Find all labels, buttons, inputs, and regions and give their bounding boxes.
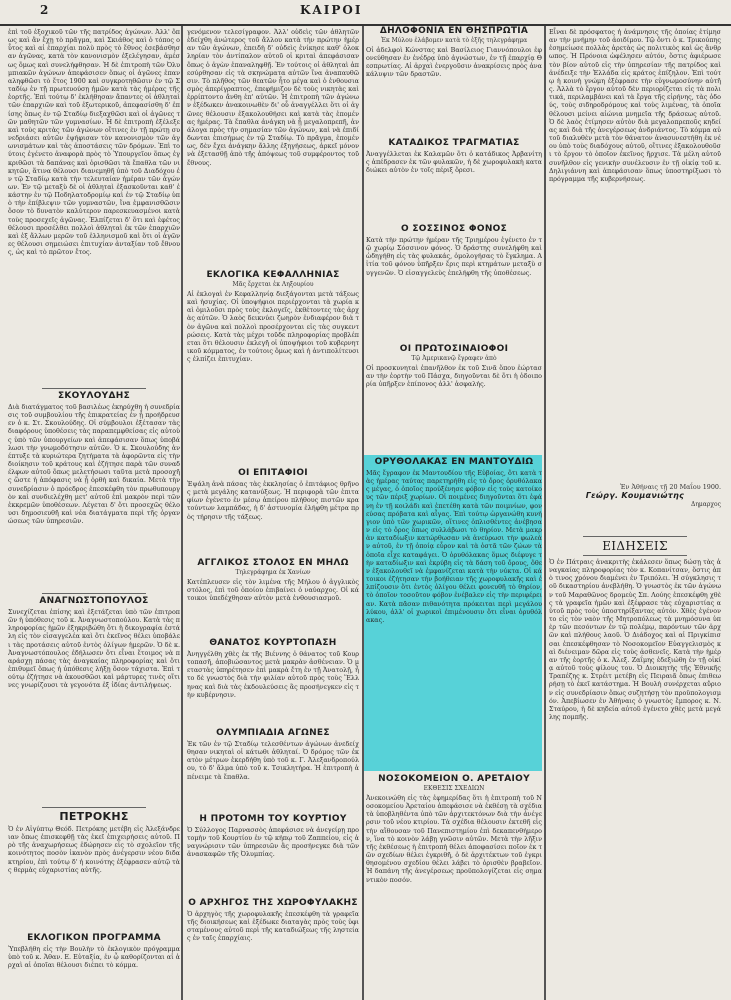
article-headline: ΟΛΥΜΠΙΑΔΙΑ ΑΓΩΝΕΣ <box>216 728 330 738</box>
article-headline: ΟΙ ΠΡΩΤΟΣΙΝΑΙΟΦΟΙ <box>399 344 509 354</box>
article-headline: ΚΑΤΑΔΙΚΟΣ ΤΡΑΓΜΑΤΙΑΣ <box>388 138 520 148</box>
divider <box>42 388 145 389</box>
article-body: Ὁ ἐν Πάτραις ἀνακριτὴς ἐκάλεσεν ὅπως δώσῃ τὰς ἀναγκαίας πληροφορίας τὸν κ. Κοπανίτσαν, ὅστις ἀπὸ τινος χρόνου διαμένει ἐν Τριπόλει. Ἡ σύγκλησις τοῦ δικαστηρίου ἀνεβλήθη. Ὁ γνωστὸς ἐκ τῶν ἀγώνων τοῦ Μαραθῶνος δρομεὺς Σπ. Λούης ἐπεσκέφθη χθὲς τὰ γραφεῖα ἡμῶν καὶ ἐξέφρασε τὰς εὐχαριστίας αὐτοῦ πρὸς τοὺς ὑποστηρίξαντας αὐτόν. Χθὲς ἐγένοντο εἰς τὸν ναὸν τῆς Μητροπόλεως τὰ μνημόσυνα ὑπὲρ τῶν πεσόντων ἐν τῷ πολέμῳ, παρόντων τῶν ἀρχῶν καὶ πλήθους λαοῦ. Ὁ Διάδοχος καὶ αἱ Πριγκίπισσαι ἐπεσκέφθησαν τὸ Νοσοκομεῖον Εὐαγγελισμὸς καὶ διένειμαν δῶρα εἰς τοὺς ἀσθενεῖς. Κατὰ τὴν ἡμέραν τῆς ἑορτῆς ὁ κ. Ἀλεξ. Ζαΐμης ἐδεξιώθη ἐν τῇ οἰκίᾳ αὐτοῦ τοὺς φίλους του. Ὁ Διοικητὴς τῆς Ἐθνικῆς Τραπέζης κ. Στρέιτ μετέβη εἰς Πειραιᾶ ὅπως ἐπιθεωρήσῃ τὸ ἐκεῖ κατάστημα. Ἡ Βουλὴ συνέρχεται αὔριον εἰς συνεδρίασιν ὅπως συζητήσῃ τὸν προϋπολογισμόν. Ἀπεβίωσεν ἐν Ἀθήναις ὁ γνωστὸς ἔμπορος κ. Ν. Σταύρου, ἡ δὲ κηδεία αὐτοῦ ἐγένετο χθὲς μετὰ μεγάλης πομπῆς. <box>549 558 721 721</box>
article-subhead: Ἐκ Μύλου ἐλάβομεν κατὰ τὸ ἑξῆς τηλεγράφημα <box>380 37 528 44</box>
article-orytholakas-highlighted <box>366 457 542 769</box>
newspaper-title: ΚΑΙΡΟΙ <box>300 3 363 17</box>
article-protomi <box>187 814 359 896</box>
article-headline: ΕΚΛΟΓΙΚΟΝ ΠΡΟΓΡΑΜΜΑ <box>27 933 161 943</box>
article-body: Συνεχίζεται ἐπίσης καὶ ἐξετάζεται ὑπὸ τῶν ἐπιτροπῶν ἡ ὑπόθεσις τοῦ κ. Ἀναγνωστοπούλου. Κατὰ τὰς πληροφορίας ἡμῶν ἐξηκριβώθη ὅτι ἡ δικογραφία ἐστάλη εἰς τὸν εἰσαγγελέα καὶ ὅτι ἐκεῖνος θέλει ὑποβάλει τὰς προτάσεις αὐτοῦ ἐντὸς ὀλίγων ἡμερῶν. Ὁ δὲ κ. Ἀναγνωστόπουλος ἐδήλωσεν ὅτι εἶναι ἕτοιμος νὰ παράσχῃ πάσας τὰς ἀναγκαίας πληροφορίας καὶ ὅτι ἐπιθυμεῖ ὅπως ἡ ὑπόθεσις λήξῃ ὅσον τάχιστα. Ἐπὶ τούτῳ ἐζήτησε νὰ ἀκουσθῶσι καὶ μάρτυρες τινὲς οἵτινες γνωρίζουσι τὰ γεγονότα ἐξ ἰδίας ἀντιλήψεως. <box>8 608 180 690</box>
article-body: Κατέπλευσεν εἰς τὸν λιμένα τῆς Μήλου ὁ ἀγγλικὸς στόλος, ἐπὶ τοῦ ὁποίου ἐπιβαίνει ὁ ναύαρχος. Οἱ κάτοικοι ὑπεδέχθησαν αὐτὸν μετὰ ἐνθουσιασμοῦ. <box>187 578 359 603</box>
article-anagnostopoulos <box>8 591 180 803</box>
article-headline: ΑΓΓΛΙΚΟΣ ΣΤΟΛΟΣ ΕΝ ΜΗΛΩ <box>197 558 349 568</box>
article-dilofonia <box>366 26 542 136</box>
article-subhead: Τηλεγράφημα ἐκ Χανίων <box>235 569 311 576</box>
article-body: Αἱ ἐκλογαὶ ἐν Κεφαλληνίᾳ διεξάγονται μετὰ τάξεως καὶ ἡσυχίας. Οἱ ὑποψήφιοι περιέρχονται τὰ χωρία καὶ ὁμιλοῦσι πρὸς τοὺς ἐκλογεῖς, ἐκθέτοντες τὰς ἀρχὰς αὐτῶν. Ὁ λαὸς δεικνύει ζωηρὸν ἐνδιαφέρον διὰ τὸν ἀγῶνα καὶ πολλοὶ προσέρχονται εἰς τὰς συγκεντρώσεις. Κατὰ τὰς μέχρι τοῦδε πληροφορίας προβλέπεται ὅτι θέλουσιν ἐκλεγῆ οἱ ὑποψήφιοι τοῦ κυβερνητικοῦ κόμματος, ἐν τούτοις ὅμως καὶ ἡ ἀντιπολίτευσις ἐλπίζει ἐπιτυχίαν. <box>187 290 359 364</box>
article-body: Ὁ ἀρχηγὸς τῆς χωροφυλακῆς ἐπεσκέφθη τὰ γραφεῖα τῆς διοικήσεως καὶ ἐξέδωκε διαταγὰς πρὸς τοὺς ὑφισταμένους αὐτοῦ περὶ τῆς καταδιώξεως τῆς ληστείας ἐν ταῖς ἐπαρχίαις. <box>187 910 359 943</box>
article-headline: ΑΝΑΓΝΩΣΤΟΠΟΥΛΟΣ <box>39 596 149 606</box>
article-katadikos <box>366 138 542 222</box>
article-body: Ἐκ τῶν ἐν τῷ Σταδίῳ τελεσθέντων ἀγώνων ἀνεδείχθησαν νικηταὶ οἱ κάτωθι ἀθληταί. Ὁ δρόμος τῶν ἑκατὸν μέτρων ἐκερδήθη ὑπὸ τοῦ κ. Γ. Ἀλεξανδροπούλου, τὸ δ' ἅλμα ὑπὸ τοῦ κ. Τσικλητήρα. Ἡ ἐπιτροπὴ ἀπένειμε τὰ ἔπαθλα. <box>187 740 359 781</box>
column-3 <box>366 26 542 1000</box>
masthead <box>0 0 731 26</box>
article-body: Μᾶς ἔγραφον ἐκ Μαντουδίου τῆς Εὐβοίας, ὅτι κατὰ τὰς ἡμέρας ταύτας παρετηρήθη εἰς τὸ ὄρος ὀρυθόλακας μέγας, ὁ ὁποῖος προὐξένησε φόβον εἰς τοὺς κατοίκους τῶν πέριξ χωρίων. Οἱ ποιμένες διηγοῦνται ὅτι ἐφάνη ἐν τῇ κοιλάδι καὶ ἐπετέθη κατὰ τῶν ποιμνίων, φονεύσας πρόβατα καὶ αἶγας. Ἐπὶ τούτῳ ὠργανώθη κυνήγιον ὑπὸ τῶν χωρικῶν, οἵτινες ὁπλισθέντες ἀνέβησαν εἰς τὸ ὄρος ὅπως συλλάβωσι τὸ θηρίον. Μετὰ μακρὰν καταδίωξιν κατώρθωσαν νὰ ἀνεύρωσι τὴν φωλεὰν αὐτοῦ, ἐν τῇ ὁποίᾳ εὗρον καὶ τὰ ὀστᾶ τῶν ζώων τὰ ὁποῖα εἶχε καταφάγει. Ὁ ὀρυθόλακας ὅμως διέφυγε τὴν καταδίωξιν καὶ ἐκρύβη εἰς τὰ δάση τοῦ ὄρους, ὅθεν ἐξακολουθεῖ νὰ ἐμφανίζεται κατὰ τὴν νύκτα. Οἱ κάτοικοι ἐζήτησαν τὴν βοήθειαν τῆς χωροφυλακῆς καὶ ἐλπίζουσιν ὅτι ἐντὸς ὀλίγου θέλει φονευθῆ τὸ θηρίον, τὸ ὁποῖον τοσοῦτον φόβον ἐνέβαλεν εἰς τὴν περιφέρειαν. Κατὰ πᾶσαν πιθανότητα πρόκειται περὶ μεγάλου λύκου, ἀλλ' οἱ χωρικοὶ ἐπιμένουσιν ὅτι εἶναι ὀρυθόλακας. <box>366 469 542 624</box>
divider <box>42 807 145 808</box>
signature-block <box>549 482 721 532</box>
article-body: Ἀνεκοινώθη εἰς τὰς ἐφημερίδας ὅτι ἡ ἐπιτροπὴ τοῦ Νοσοκομείου Ἀρεταίου ἀπεφάσισε νὰ ἐκθέσῃ τὰ σχέδια τὰ ὑποβληθέντα ὑπὸ τῶν ἀρχιτεκτόνων διὰ τὴν ἀνέγερσιν τοῦ νέου κτιρίου. Τὰ σχέδια θέλουσιν ἐκτεθῆ εἰς τὴν αἴθουσαν τοῦ Πανεπιστημίου ἐπὶ δεκαπενθήμερον, ἵνα τὸ κοινὸν λάβῃ γνῶσιν αὐτῶν. Μετὰ τὴν λῆξιν τῆς ἐκθέσεως ἡ ἐπιτροπὴ θέλει ἀποφασίσει ποῖον ἐκ τῶν σχεδίων θέλει ἐγκριθῆ, ὁ δὲ ἀρχιτέκτων τοῦ ἐγκριθησομένου σχεδίου θέλει λάβει τὸ ὁρισθὲν βραβεῖον. Ἡ δαπάνη τῆς ἀνεγέρσεως προϋπολογίζεται εἰς σημαντικὸν ποσόν. <box>366 794 542 884</box>
article-kourtopasis <box>187 638 359 726</box>
page-number: 2 <box>40 3 49 17</box>
article-headline: ΕΙΔΗΣΕΙΣ <box>602 539 668 553</box>
article-headline: Η ΠΡΟΤΟΜΗ ΤΟΥ ΚΟΥΡΤΙΟΥ <box>199 814 347 824</box>
article-subhead: ΕΚΘΕΣΙΣ ΣΧΕΔΙΩΝ <box>423 785 485 792</box>
article-body: Διὰ διατάγματος τοῦ βασιλέως ἐκηρύχθη ἡ συνεδρίασις τοῦ συμβουλίου τῆς ἐπικρατείας ἐν ᾗ προήδρευσεν ὁ κ. Στ. Σκουλούδης. Οἱ σύμβουλοι ἐξέτασαν τὰς διαφόρους ὑποθέσεις τὰς παραπεμφθείσας εἰς αὐτοὺς ὑπὸ τῶν ὑπουργείων καὶ ἀπεφάσισαν ὅπως ὑποβάλωσι τὴν γνωμοδότησιν αὐτῶν. Ὁ κ. Σκουλούδης ἀνέπτυξε τὰ κυριώτερα ζητήματα τὰ ἀφορῶντα εἰς τὴν διοίκησιν τοῦ κράτους καὶ ἐζήτησε παρὰ τῶν συναδέλφων αὐτοῦ ὅπως μελετήσωσι ταῦτα μετὰ προσοχῆς ὥστε ἡ ἀπόφασις νὰ ᾖ ὀρθὴ καὶ δικαία. Μετὰ τὴν συνεδρίασιν ὁ πρόεδρος ἐπεσκέφθη τὸν πρωθυπουργὸν καὶ συνδιελέχθη μετ' αὐτοῦ ἐπὶ μακρὸν περὶ τῶν ἐκκρεμῶν ὑποθέσεων. Λέγεται δ' ὅτι προσεχῶς θέλουσι δημοσιευθῆ καὶ νέα διατάγματα περὶ τῆς ὀργανώσεως τῶν ὑπηρεσιῶν. <box>8 403 180 526</box>
article-continued <box>187 26 359 268</box>
article-kefallinia <box>187 270 359 466</box>
column-rule <box>181 26 183 1000</box>
article-nosokomeion <box>366 774 542 1000</box>
article-headline: Ο ΑΡΧΗΓΟΣ ΤΗΣ ΧΩΡΟΦΥΛΑΚΗΣ <box>188 898 358 908</box>
article-agones <box>187 728 359 812</box>
article-body: Κατὰ τὴν πρώτην ἡμέραν τῆς Τριημέρου ἐγένετο ἐν τῷ χωρίῳ Σόσσινον φόνος. Ὁ δράστης συνελήφθη καὶ ὡδηγήθη εἰς τὰς φυλακάς, ὁμολογήσας τὸ ἔγκλημα. Αἰτία τοῦ φόνου ὑπῆρξεν ἔρις περὶ κτημάτων μεταξὺ συγγενῶν. Ὁ εἰσαγγελεὺς ἐπελήφθη τῆς ὑποθέσεως. <box>366 236 542 277</box>
article-petrokis <box>8 805 180 931</box>
article-body: Ἀνηγγέλθη χθὲς ἐκ τῆς Βιέννης ὁ θάνατος τοῦ Κουρτοπασῆ, ἀποβιώσαντος μετὰ μακρὰν ἀσθένειαν. Ὁ μεταστὰς ὑπηρέτησεν ἐπὶ μακρὰ ἔτη ἐν τῇ Ἀνατολῇ, ἦτο δὲ γνωστὸς διὰ τὴν φιλίαν αὐτοῦ πρὸς τοὺς Ἕλληνας καὶ διὰ τὰς ἐκδουλεύσεις ἃς προσήνεγκεν εἰς τὴν κυβέρνησιν. <box>187 650 359 699</box>
column-rule <box>544 26 546 1000</box>
article-headline: ΟΡΥΘΟΛΑΚΑΣ ΕΝ ΜΑΝΤΟΥΔΙΩ <box>374 457 534 467</box>
article-headline: ΠΕΤΡΟΚΗΣ <box>59 810 129 823</box>
article-body: Ὑπεβλήθη εἰς τὴν Βουλὴν τὸ ἐκλογικὸν πρόγραμμα ὑπὸ τοῦ κ. Ἀθαν. Ε. Εὐταξία, ἐν ᾧ καθορίζονται αἱ ἀρχαὶ αἱ ὁποῖαι θέλουσι διέπει τὸ κόμμα. <box>8 945 180 970</box>
article-continued <box>549 26 721 481</box>
article-headline: ΝΟΣΟΚΟΜΕΙΟΝ Ο. ΑΡΕΤΑΙΟΥ <box>378 774 530 784</box>
article-body: Εἶναι δὲ πρόσφατος ἡ ἀνάμνησις τῆς ὁποίας ἐτίμησαν τὴν μνήμην τοῦ ἀοιδίμου. Τῷ ὄντι ὁ κ. Τρικούπης ἐσημείωσε πολλὰς ἀρετὰς ὡς πολιτικὸς καὶ ὡς ἄνθρωπος. Ἡ Πρόνοια ὠφέλησεν αὐτόν, ὅστις ἀφιέρωσε τὸν βίον αὐτοῦ εἰς τὴν ὑπηρεσίαν τῆς πατρίδος καὶ ἀνέδειξε τὴν Ἑλλάδα εἰς κράτος ἐπίζηλον. Ἐπὶ τούτῳ ἡ κοινὴ γνώμη ἐξέφρασε τὴν εὐγνωμοσύνην αὐτῆς. Ἀλλὰ τὸ ἔργον αὐτοῦ δὲν περιορίζεται εἰς τὰ πολιτικά, περιλαμβάνει καὶ τὰ ἔργα τῆς εἰρήνης, τὰς ὁδούς, τοὺς σιδηροδρόμους καὶ τοὺς λιμένας, τὰ ὁποῖα θέλουσι μείνει αἰώνια μνημεῖα τῆς δράσεως αὐτοῦ. Ὁ δὲ λαὸς ἐτίμησεν αὐτὸν διὰ μεγαλοπρεποῦς κηδείας καὶ διὰ τῆς ἀνεγέρσεως ἀνδριάντος. Τὸ κόμμα αὐτοῦ διαλυθὲν μετὰ τὸν θάνατον ἀνασυνεστήθη ἐκ νέου ὑπὸ τοὺς διαδόχους αὐτοῦ, οἵτινες ἐξακολουθοῦσι τὸ ἔργον τὸ ὁποῖον ἐκεῖνος ἤρχισε. Τὰ μέλη αὐτοῦ συνῆλθον εἰς γενικὴν συνέλευσιν ἐν τῇ οἰκίᾳ τοῦ κ. Δηλιγιάννη καὶ ἀπεφάσισαν ὅπως ὑποστηρίξωσι τὸ πρόγραμμα τῆς κυβερνήσεως. <box>549 28 721 183</box>
article-headline: ΣΚΟΥΛΟΥΔΗΣ <box>57 391 131 401</box>
divider <box>583 536 686 537</box>
column-1 <box>8 26 180 1000</box>
article-stolos <box>187 558 359 636</box>
article-epitafioi <box>187 468 359 556</box>
article-headline: ΕΚΛΟΓΙΚΑ ΚΕΦΑΛΛΗΝΙΑΣ <box>206 270 340 280</box>
article-subhead: Τῷ Ἀμερικανῷ ἔγραφεν ἀπὸ <box>411 355 497 362</box>
article-headline: Ο ΣΟΣΣΙΝΟΣ ΦΟΝΟΣ <box>400 224 508 234</box>
divider <box>583 555 686 556</box>
column-2 <box>187 26 359 1000</box>
article-body: Οἱ ἀδελφοὶ Κώνστας καὶ Βασίλειος Γιαννόπουλοι ἐφονεύθησαν ἐν ἐνέδρᾳ ὑπὸ ἀγνώστων, ἐν τῇ ἐπαρχίᾳ Θεσπρωτίας. Αἱ ἀρχαὶ ἐνεργοῦσιν ἀνακρίσεις πρὸς ἀνακάλυψιν τῶν δραστῶν. <box>366 46 542 79</box>
article-skouloudis <box>8 386 180 589</box>
article-programma <box>8 933 180 1000</box>
signature-date: Ἐν Ἀθήναις τῇ 20 Μαΐου 1900. <box>620 483 721 491</box>
article-protosinaiofoi <box>366 344 542 452</box>
article-body: Ὁ ἐν Αἰγύπτῳ Θεόδ. Πετρόκης μετέβη εἰς Ἀλεξάνδρειαν ὅπως ἐπισκεφθῇ τὰς ἐκεῖ ἐπιχειρήσεις αὐτοῦ. Πρὸ τῆς ἀναχωρήσεως ἐδώρησεν εἰς τὸ σχολεῖον τῆς κοινότητος ποσὸν ἱκανὸν πρὸς ἀνέγερσιν νέου διδακτηρίου, ἐπὶ τούτῳ δ' ἡ κοινότης ἐξέφρασεν αὐτῷ τὰς θερμὰς εὐχαριστίας αὐτῆς. <box>8 825 180 874</box>
article-body: Οἱ προσκυνηταὶ ἐπανῆλθον ἐκ τοῦ Σινᾶ ὅπου ἑώρτασαν τὴν ἑορτὴν τοῦ Πάσχα, διηγοῦνται δὲ ὅτι ἡ ὁδοιπορία ὑπῆρξεν ἐπίπονος ἀλλ' ἀσφαλής. <box>366 364 542 389</box>
article-headline: ΟΙ ΕΠΙΤΑΦΙΟΙ <box>238 468 308 478</box>
column-4 <box>549 26 721 1000</box>
article-sossinos <box>366 224 542 340</box>
article-eidiseis <box>549 534 721 1000</box>
article-headline: ΔΗΛΟΦΟΝΙΑ ΕΝ ΘΗΣΠΡΩΤΙΑ <box>379 26 529 36</box>
article-subhead: Μᾶς ἔρχεται ἐκ Ληξουρίου <box>232 281 314 288</box>
article-body: γενόμενον τελεσίγραφον. Ἀλλ' οὐδεὶς τῶν ἀθλητῶν ἐδείχθη ἀνώτερος τοῦ ἄλλου κατὰ τὴν πρώτην ἡμέραν τῶν ἀγώνων, ἐπειδὴ δ' οὐδεὶς ἐνίκησε καθ' ὁλοκληρίαν τὸν ἀντίπαλον αὐτοῦ οἱ κριταὶ ἀπεφάσισαν ὅπως ὁ ἀγὼν ἐπαναληφθῇ. Ἐν τούτοις οἱ ἀθληταὶ ἀπεσύρθησαν εἰς τὰ σκηνώματα αὐτῶν ἵνα ἀναπαυθῶσιν. Τὸ πλῆθος τῶν θεατῶν ἦτο μέγα καὶ ὁ ἐνθουσιασμὸς ἀπερίγραπτος, ἐπεφήμιζον δὲ τοὺς νικητὰς καὶ ἐρρίπτοντο ἄνθη ἐπ' αὐτῶν. Ἡ ἐπιτροπὴ τῶν ἀγώνων ἐξέδωκεν ἀνακοινωθὲν δι' οὗ ἀναγγέλλει ὅτι οἱ ἀγῶνες θέλουσιν ἐξακολουθήσει καὶ κατὰ τὰς ἑπομένας ἡμέρας. Τὰ ἔπαθλα ἀνάγκη νὰ ᾖ μεγαλοπρεπῆ, ἀνάλογα πρὸς τὴν σημασίαν τῶν ἀγώνων, καὶ νὰ ἐπιδίδωνται ἐπισήμως ἐν τῷ Σταδίῳ. Τὸ πρᾶγμα, ἐπομένως, δὲν ἔχει ἀνάγκην ἄλλης ἐξηγήσεως, ἀρκεῖ μόνον νὰ ἐξετασθῇ ἀπὸ τῆς ἀπόψεως τοῦ συμφέροντος τοῦ ἔθνους. <box>187 28 359 167</box>
article-headline: ΘΑΝΑΤΟΣ ΚΟΥΡΤΟΠΑΣΗ <box>209 638 337 648</box>
signature-title: Δημαρχος <box>690 501 721 508</box>
article-body: ἐπὶ τοῦ ἐξοχικοῦ τῶν τῆς πατρίδος ἀγώνων. Ἀλλ' ὅπως καὶ ἂν ἔχῃ τὸ πρᾶγμα, καὶ Σκιάθος καὶ ὁ τόπος οὗτος καὶ αἱ ἐπαρχίαι πολὺ πρὸς τὸ ἔθνος ἐσεβάσθησαν ἀγῶνας, κατὰ τὸν κανονισμὸν ἐξελέγησαν, ἀμέσως ὅμως καὶ συνελήφθησαν. Ἡ δὲ ἐπιτροπὴ τῶν Ὀλυμπιακῶν ἀγώνων ἀπεφάσισεν ὅπως οἱ ἀγῶνες ἐπαναληφθῶσι τὸ ἔτος 1900 καὶ συγκροτηθῶσιν ἐν τῷ Σταδίῳ ἐν τῇ πρωτευούσῃ ἡμῶν κατὰ τὰς ἡμέρας τῆς ἑορτῆς. Ἐπὶ τούτῳ δ' ἐκλήθησαν ἅπαντες οἱ ἀθληταὶ τῶν ἐπαρχιῶν καὶ τοῦ ἐξωτερικοῦ, ἀπεφασίσθη δ' ἐπίσης ὅπως ἐν τῷ Σταδίῳ διεξαχθῶσι καὶ οἱ ἀγῶνες τῶν μαθητῶν τῶν γυμνασίων. Ἡ δὲ ἐπιτροπὴ ἐξέλεξε καὶ τοὺς κριτὰς τῶν ἀγώνων οἵτινες ἐν τῇ πρώτῃ συνεδριάσει αὐτῶν ἐψήφισαν τὸν κανονισμὸν τῶν ἀγωνισμάτων καὶ τὰς ἀποστάσεις τῶν δρόμων. Ἐπὶ τούτοις ἐγένετο ἀναφορὰ πρὸς τὸ Ὑπουργεῖον ὅπως ἐγκριθῶσι τὰ δαπάνας καὶ ὁρισθῶσι τὰ ἔπαθλα τῶν νικητῶν, ἅτινα θέλουσι διανεμηθῆ ὑπὸ τοῦ Διαδόχου ἐν τῷ Σταδίῳ κατὰ τὴν τελευταίαν ἡμέραν τῶν ἀγώνων. Ἐν τῷ μεταξὺ δὲ οἱ ἀθληταὶ ἐξασκοῦνται καθ' ἑκάστην ἐν τῷ Ποδηλατοδρομίῳ καὶ ἐν τῷ Σταδίῳ ὑπὸ τὴν ἐπίβλεψιν τῶν γυμναστῶν, ἵνα ἐμφανισθῶσιν ὅσον τὸ δυνατὸν καλύτερον παρεσκευασμένοι κατὰ τοὺς προσεχεῖς ἀγῶνας. Ἐλπίζεται δ' ὅτι καὶ ἐφέτος θέλουσι προσέλθει πολλοὶ ἀθληταὶ ἐκ τῶν ἐπαρχιῶν καὶ ἐξ ἄλλων μερῶν τοῦ ἑλληνισμοῦ καὶ ὅτι οἱ ἀγῶνες θέλουσι σημειώσει ἐπιτυχίαν ἀνταξίαν τοῦ ἔθνους, ὡς καὶ τὸ πρῶτον ἔτος. <box>8 28 180 257</box>
signature-name: Γεώργ. Κουμανιώτης <box>585 491 685 500</box>
divider <box>42 593 145 594</box>
article-body: Ὁ Σύλλογος Παρνασσὸς ἀπεφάσισε νὰ ἀνεγείρῃ προτομὴν τοῦ Κουρτίου ἐν τῷ κήπῳ τοῦ Ζαππείου, εἰς ἀναγνώρισιν τῶν ὑπηρεσιῶν ἃς προσήνεγκε διὰ τῶν ἀνασκαφῶν τῆς Ὀλυμπίας. <box>187 826 359 859</box>
article-continued <box>8 26 180 384</box>
article-body: Ἀναγγέλλεται ἐκ Καλαμῶν ὅτι ὁ κατάδικος Ἀρβανίτης ἀπέδρασεν ἐκ τῶν φυλακῶν, ἡ δὲ χωροφυλακὴ καταδιώκει αὐτὸν ἐν τοῖς πέριξ ὄρεσι. <box>366 150 542 175</box>
article-chorofylaki <box>187 898 359 1000</box>
article-body: Ἐψάλη ἀνὰ πάσας τὰς ἐκκλησίας ὁ ἐπιτάφιος θρῆνος μετὰ μεγάλης κατανύξεως. Ἡ περιφορὰ τῶν ἐπιταφίων ἐγένετο ἐν μέσῳ ἀπείρου πλήθους πιστῶν κρατούντων λαμπάδας, ἡ δ' ἀστυνομία ἐλήφθη μέτρα πρὸς τήρησιν τῆς τάξεως. <box>187 480 359 521</box>
